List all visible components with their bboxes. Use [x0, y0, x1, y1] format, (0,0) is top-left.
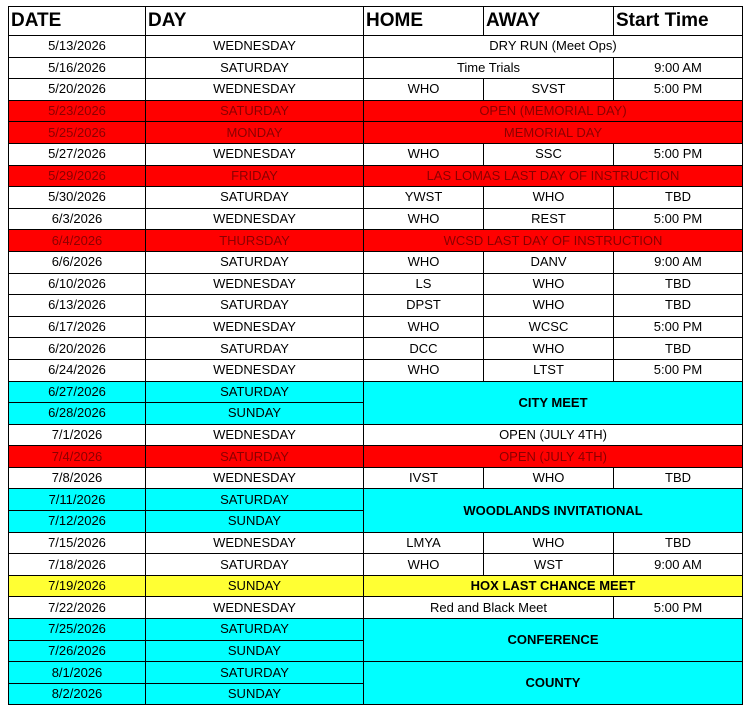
day-cell: MONDAY — [146, 122, 364, 144]
event-cell: CITY MEET — [364, 381, 743, 424]
event-cell: DRY RUN (Meet Ops) — [364, 36, 743, 58]
date-cell: 6/3/2026 — [9, 208, 146, 230]
day-cell: WEDNESDAY — [146, 532, 364, 554]
day-cell: SUNDAY — [146, 575, 364, 597]
home-cell: WHO — [364, 316, 484, 338]
event-cell: Time Trials — [364, 57, 614, 79]
table-row — [9, 662, 743, 684]
away-cell: DANV — [484, 251, 614, 273]
date-cell: 7/1/2026 — [9, 424, 146, 446]
schedule-table — [8, 6, 743, 705]
day-cell: SATURDAY — [146, 662, 364, 684]
day-cell: WEDNESDAY — [146, 467, 364, 489]
home-cell: WHO — [364, 554, 484, 576]
time-cell: 5:00 PM — [614, 208, 743, 230]
date-cell: 7/25/2026 — [9, 619, 146, 641]
date-cell: 6/6/2026 — [9, 251, 146, 273]
date-cell: 5/16/2026 — [9, 57, 146, 79]
header-day: DAY — [146, 7, 364, 36]
day-cell: FRIDAY — [146, 165, 364, 187]
home-cell: IVST — [364, 467, 484, 489]
home-cell: WHO — [364, 208, 484, 230]
table-row — [9, 57, 743, 79]
home-cell: YWST — [364, 187, 484, 209]
day-cell: WEDNESDAY — [146, 273, 364, 295]
table-row — [9, 316, 743, 338]
table-row — [9, 467, 743, 489]
date-cell: 8/1/2026 — [9, 662, 146, 684]
time-cell: TBD — [614, 338, 743, 360]
day-cell: SATURDAY — [146, 57, 364, 79]
home-cell: WHO — [364, 79, 484, 101]
away-cell: SVST — [484, 79, 614, 101]
time-cell: 5:00 PM — [614, 597, 743, 619]
event-cell: CONFERENCE — [364, 619, 743, 662]
day-cell: SUNDAY — [146, 511, 364, 533]
date-cell: 5/13/2026 — [9, 36, 146, 58]
time-cell: TBD — [614, 295, 743, 317]
table-row — [9, 165, 743, 187]
event-cell: OPEN (JULY 4TH) — [364, 446, 743, 468]
home-cell: DCC — [364, 338, 484, 360]
event-cell: OPEN (JULY 4TH) — [364, 424, 743, 446]
header-row — [9, 7, 743, 36]
table-row — [9, 597, 743, 619]
table-row — [9, 446, 743, 468]
table-row — [9, 381, 743, 403]
away-cell: SSC — [484, 143, 614, 165]
away-cell: REST — [484, 208, 614, 230]
date-cell: 5/23/2026 — [9, 100, 146, 122]
header-start-time: Start Time — [614, 7, 743, 36]
header-date: DATE — [9, 7, 146, 36]
day-cell: SUNDAY — [146, 683, 364, 705]
table-row — [9, 230, 743, 252]
away-cell: WHO — [484, 273, 614, 295]
day-cell: SATURDAY — [146, 619, 364, 641]
time-cell: 5:00 PM — [614, 359, 743, 381]
day-cell: WEDNESDAY — [146, 143, 364, 165]
day-cell: SATURDAY — [146, 446, 364, 468]
date-cell: 7/8/2026 — [9, 467, 146, 489]
away-cell: WHO — [484, 187, 614, 209]
table-row — [9, 295, 743, 317]
home-cell: LS — [364, 273, 484, 295]
table-row — [9, 36, 743, 58]
time-cell: 9:00 AM — [614, 251, 743, 273]
day-cell: SATURDAY — [146, 381, 364, 403]
away-cell: WST — [484, 554, 614, 576]
event-cell: HOX LAST CHANCE MEET — [364, 575, 743, 597]
date-cell: 6/24/2026 — [9, 359, 146, 381]
time-cell: 5:00 PM — [614, 143, 743, 165]
home-cell: DPST — [364, 295, 484, 317]
home-cell: LMYA — [364, 532, 484, 554]
table-row — [9, 424, 743, 446]
away-cell: LTST — [484, 359, 614, 381]
date-cell: 6/28/2026 — [9, 403, 146, 425]
date-cell: 7/11/2026 — [9, 489, 146, 511]
home-cell: WHO — [364, 143, 484, 165]
day-cell: THURSDAY — [146, 230, 364, 252]
date-cell: 7/15/2026 — [9, 532, 146, 554]
day-cell: SATURDAY — [146, 338, 364, 360]
date-cell: 5/29/2026 — [9, 165, 146, 187]
date-cell: 5/25/2026 — [9, 122, 146, 144]
date-cell: 7/18/2026 — [9, 554, 146, 576]
time-cell: TBD — [614, 187, 743, 209]
event-cell: WOODLANDS INVITATIONAL — [364, 489, 743, 532]
event-cell: OPEN (MEMORIAL DAY) — [364, 100, 743, 122]
header-home: HOME — [364, 7, 484, 36]
day-cell: WEDNESDAY — [146, 597, 364, 619]
away-cell: WHO — [484, 532, 614, 554]
date-cell: 6/4/2026 — [9, 230, 146, 252]
day-cell: SATURDAY — [146, 295, 364, 317]
table-row — [9, 489, 743, 511]
header-away: AWAY — [484, 7, 614, 36]
day-cell: SATURDAY — [146, 100, 364, 122]
table-row — [9, 251, 743, 273]
day-cell: WEDNESDAY — [146, 316, 364, 338]
date-cell: 8/2/2026 — [9, 683, 146, 705]
day-cell: WEDNESDAY — [146, 208, 364, 230]
day-cell: WEDNESDAY — [146, 359, 364, 381]
date-cell: 7/26/2026 — [9, 640, 146, 662]
table-row — [9, 532, 743, 554]
table-row — [9, 359, 743, 381]
table-row — [9, 575, 743, 597]
time-cell: 5:00 PM — [614, 316, 743, 338]
date-cell: 7/22/2026 — [9, 597, 146, 619]
table-row — [9, 143, 743, 165]
away-cell: WHO — [484, 467, 614, 489]
date-cell: 5/27/2026 — [9, 143, 146, 165]
day-cell: SATURDAY — [146, 187, 364, 209]
table-row — [9, 338, 743, 360]
table-row — [9, 79, 743, 101]
table-row — [9, 208, 743, 230]
date-cell: 7/4/2026 — [9, 446, 146, 468]
time-cell: TBD — [614, 467, 743, 489]
table-row — [9, 100, 743, 122]
date-cell: 6/27/2026 — [9, 381, 146, 403]
event-cell: LAS LOMAS LAST DAY OF INSTRUCTION — [364, 165, 743, 187]
event-cell: MEMORIAL DAY — [364, 122, 743, 144]
home-cell: WHO — [364, 251, 484, 273]
date-cell: 6/10/2026 — [9, 273, 146, 295]
day-cell: SATURDAY — [146, 489, 364, 511]
time-cell: TBD — [614, 532, 743, 554]
table-row — [9, 273, 743, 295]
away-cell: WHO — [484, 338, 614, 360]
time-cell: 5:00 PM — [614, 79, 743, 101]
away-cell: WCSC — [484, 316, 614, 338]
day-cell: WEDNESDAY — [146, 79, 364, 101]
day-cell: SUNDAY — [146, 403, 364, 425]
day-cell: WEDNESDAY — [146, 36, 364, 58]
table-row — [9, 122, 743, 144]
date-cell: 6/17/2026 — [9, 316, 146, 338]
day-cell: SATURDAY — [146, 251, 364, 273]
day-cell: WEDNESDAY — [146, 424, 364, 446]
day-cell: SATURDAY — [146, 554, 364, 576]
time-cell: 9:00 AM — [614, 57, 743, 79]
date-cell: 6/13/2026 — [9, 295, 146, 317]
time-cell: TBD — [614, 273, 743, 295]
event-cell: COUNTY — [364, 662, 743, 705]
date-cell: 7/19/2026 — [9, 575, 146, 597]
time-cell: 9:00 AM — [614, 554, 743, 576]
date-cell: 5/20/2026 — [9, 79, 146, 101]
home-cell: WHO — [364, 359, 484, 381]
date-cell: 5/30/2026 — [9, 187, 146, 209]
day-cell: SUNDAY — [146, 640, 364, 662]
event-cell: Red and Black Meet — [364, 597, 614, 619]
date-cell: 6/20/2026 — [9, 338, 146, 360]
table-row — [9, 187, 743, 209]
date-cell: 7/12/2026 — [9, 511, 146, 533]
table-row — [9, 619, 743, 641]
table-row — [9, 554, 743, 576]
event-cell: WCSD LAST DAY OF INSTRUCTION — [364, 230, 743, 252]
away-cell: WHO — [484, 295, 614, 317]
